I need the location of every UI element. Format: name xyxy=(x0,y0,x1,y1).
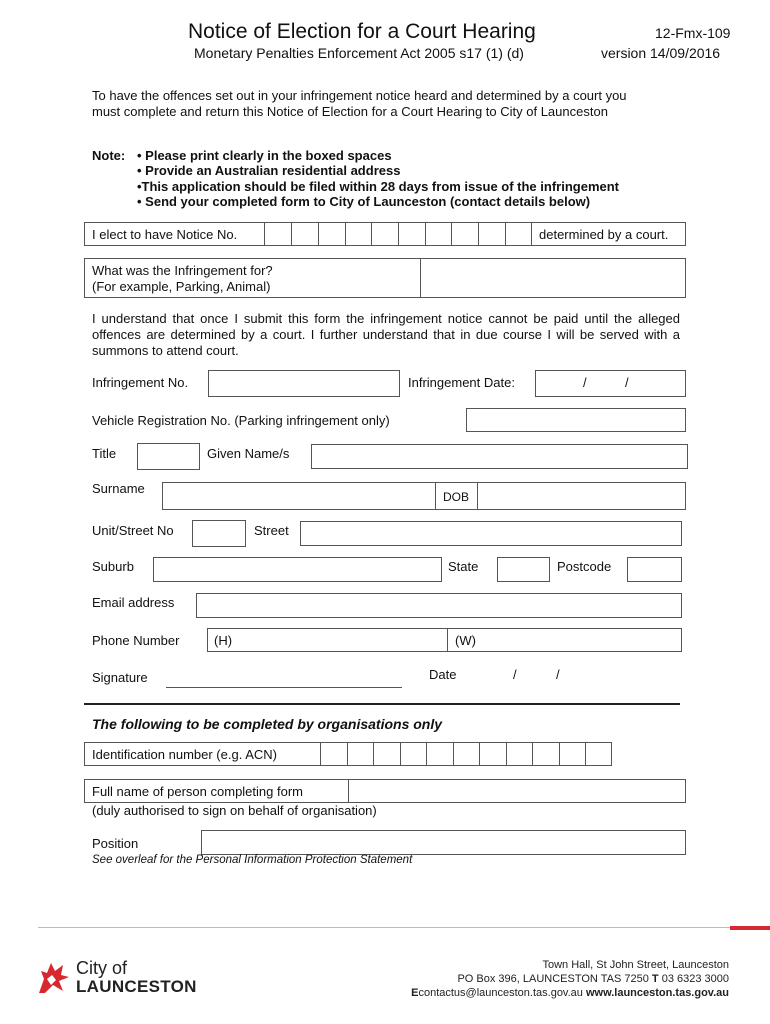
notice-digit-cell[interactable] xyxy=(371,222,398,246)
authorised-note: (duly authorised to sign on behalf of organisation) xyxy=(92,803,377,818)
phone-label: Phone Number xyxy=(92,633,180,648)
suburb-input[interactable] xyxy=(153,557,442,582)
infringement-date-input[interactable] xyxy=(535,370,686,397)
notice-digit-cell[interactable] xyxy=(425,222,451,246)
street-label: Street xyxy=(254,523,289,538)
logo-launceston: LAUNCESTON xyxy=(76,977,197,996)
infringement-for-input[interactable] xyxy=(420,258,686,298)
phone-w-label: (W) xyxy=(455,633,476,648)
postcode-label: Postcode xyxy=(557,559,612,574)
date-separator: / xyxy=(625,375,629,390)
footer-phone: 03 6323 3000 xyxy=(661,973,729,985)
section-divider xyxy=(84,703,680,705)
note-item: • Please print clearly in the boxed spaces xyxy=(137,148,392,163)
note-item: •This application should be filed within 28 days from issue of the infringement xyxy=(137,179,619,194)
footer-po-box: PO Box 396, LAUNCESTON TAS 7250 xyxy=(457,973,649,985)
note-item: • Send your completed form to City of Launceston (contact details below) xyxy=(137,194,591,209)
footer-address-line2 xyxy=(457,973,729,985)
understanding-text: I understand that once I submit this form the infringement notice cannot be paid until the alleged offences are determined by a court. I further understand that in due course I will be served with a summons to attend court. xyxy=(92,311,680,358)
signature-label: Signature xyxy=(92,670,148,685)
vehicle-reg-label: Vehicle Registration No. (Parking infringement only) xyxy=(92,413,390,428)
org-id-digit-cell[interactable] xyxy=(426,742,453,766)
form-code: 12-Fmx-109 xyxy=(655,25,731,41)
intro-text: To have the offences set out in your infringement notice heard and determined by a court you must complete and return this Notice of Election for a Court Hearing to City of Launceston xyxy=(92,88,627,119)
phone-h-input[interactable] xyxy=(207,628,448,652)
title-label: Title xyxy=(92,446,117,461)
notice-digit-cell[interactable] xyxy=(451,222,478,246)
footer-email-prefix: E xyxy=(411,987,419,999)
phone-w-input[interactable] xyxy=(447,628,682,652)
notice-number-cells[interactable] xyxy=(264,222,532,246)
footer-address-line1: Town Hall, St John Street, Launceston xyxy=(542,959,729,971)
note-item: • Provide an Australian residential address xyxy=(137,163,401,178)
vehicle-reg-input[interactable] xyxy=(466,408,686,432)
org-id-digit-cell[interactable] xyxy=(479,742,506,766)
infringement-for-label: What was the Infringement for? xyxy=(92,263,273,278)
org-id-digit-cell[interactable] xyxy=(373,742,400,766)
street-input[interactable] xyxy=(300,521,682,546)
notice-digit-cell[interactable] xyxy=(398,222,425,246)
full-name-label: Full name of person completing form xyxy=(92,784,303,799)
position-label: Position xyxy=(92,836,139,851)
surname-label: Surname xyxy=(92,481,145,496)
date-separator: / xyxy=(583,375,587,390)
org-id-digit-cell[interactable] xyxy=(400,742,426,766)
dob-divider xyxy=(435,482,436,510)
date-label: Date xyxy=(429,667,457,682)
notice-digit-cell[interactable] xyxy=(264,222,291,246)
notice-digit-cell-end xyxy=(531,222,532,246)
notice-digit-cell[interactable] xyxy=(505,222,531,246)
org-section-heading: The following to be completed by organisations only xyxy=(92,716,443,732)
email-input[interactable] xyxy=(196,593,682,618)
footer-phone-prefix: T xyxy=(651,973,659,985)
footer-email[interactable]: contactus@launceston.tas.gov.au xyxy=(418,987,583,999)
org-id-cells[interactable] xyxy=(320,742,612,766)
notice-digit-cell[interactable] xyxy=(345,222,371,246)
postcode-input[interactable] xyxy=(627,557,682,582)
state-input[interactable] xyxy=(497,557,550,582)
position-input[interactable] xyxy=(201,830,686,855)
elect-suffix-label: determined by a court. xyxy=(539,227,669,242)
form-version: version 14/09/2016 xyxy=(601,45,721,61)
org-id-digit-cell[interactable] xyxy=(532,742,559,766)
email-label: Email address xyxy=(92,595,175,610)
see-overleaf-note: See overleaf for the Personal Information Protection Statement xyxy=(92,854,413,866)
full-name-input[interactable] xyxy=(348,779,686,803)
phone-h-label: (H) xyxy=(214,633,233,648)
city-logo-icon xyxy=(37,959,71,995)
note-label: Note: xyxy=(92,148,126,163)
given-names-input[interactable] xyxy=(311,444,688,469)
date-separator: / xyxy=(556,667,560,682)
notice-digit-cell[interactable] xyxy=(291,222,318,246)
infringement-no-input[interactable] xyxy=(208,370,400,397)
unit-street-no-label: Unit/Street No xyxy=(92,523,174,538)
org-id-digit-cell[interactable] xyxy=(559,742,585,766)
title-input[interactable] xyxy=(137,443,200,470)
infringement-for-example: (For example, Parking, Animal) xyxy=(92,279,271,294)
form-title: Notice of Election for a Court Hearing xyxy=(188,20,536,43)
unit-street-no-input[interactable] xyxy=(192,520,246,547)
org-id-label: Identification number (e.g. ACN) xyxy=(92,747,277,762)
elect-prefix-label: I elect to have Notice No. xyxy=(92,227,238,242)
suburb-label: Suburb xyxy=(92,559,134,574)
signature-line[interactable] xyxy=(166,687,402,688)
given-names-label: Given Name/s xyxy=(207,446,290,461)
infringement-no-label: Infringement No. xyxy=(92,375,189,390)
footer-website[interactable]: www.launceston.tas.gov.au xyxy=(585,987,729,999)
org-id-digit-cell[interactable] xyxy=(453,742,479,766)
infringement-date-label: Infringement Date: xyxy=(408,375,515,390)
dob-input[interactable] xyxy=(477,482,686,510)
footer-accent-bar xyxy=(730,926,770,930)
date-separator: / xyxy=(513,667,517,682)
notice-digit-cell[interactable] xyxy=(318,222,345,246)
notice-digit-cell[interactable] xyxy=(478,222,505,246)
footer-rule xyxy=(38,927,730,928)
org-id-digit-cell[interactable] xyxy=(506,742,532,766)
state-label: State xyxy=(448,559,479,574)
org-id-digit-cell[interactable] xyxy=(585,742,611,766)
org-id-digit-cell[interactable] xyxy=(347,742,373,766)
logo-city-of: City of xyxy=(76,958,128,978)
org-id-digit-cell[interactable] xyxy=(320,742,347,766)
dob-label: DOB xyxy=(443,490,470,504)
footer-address-line3 xyxy=(411,987,729,999)
form-subtitle: Monetary Penalties Enforcement Act 2005 s17 (1) (d) xyxy=(194,45,524,61)
